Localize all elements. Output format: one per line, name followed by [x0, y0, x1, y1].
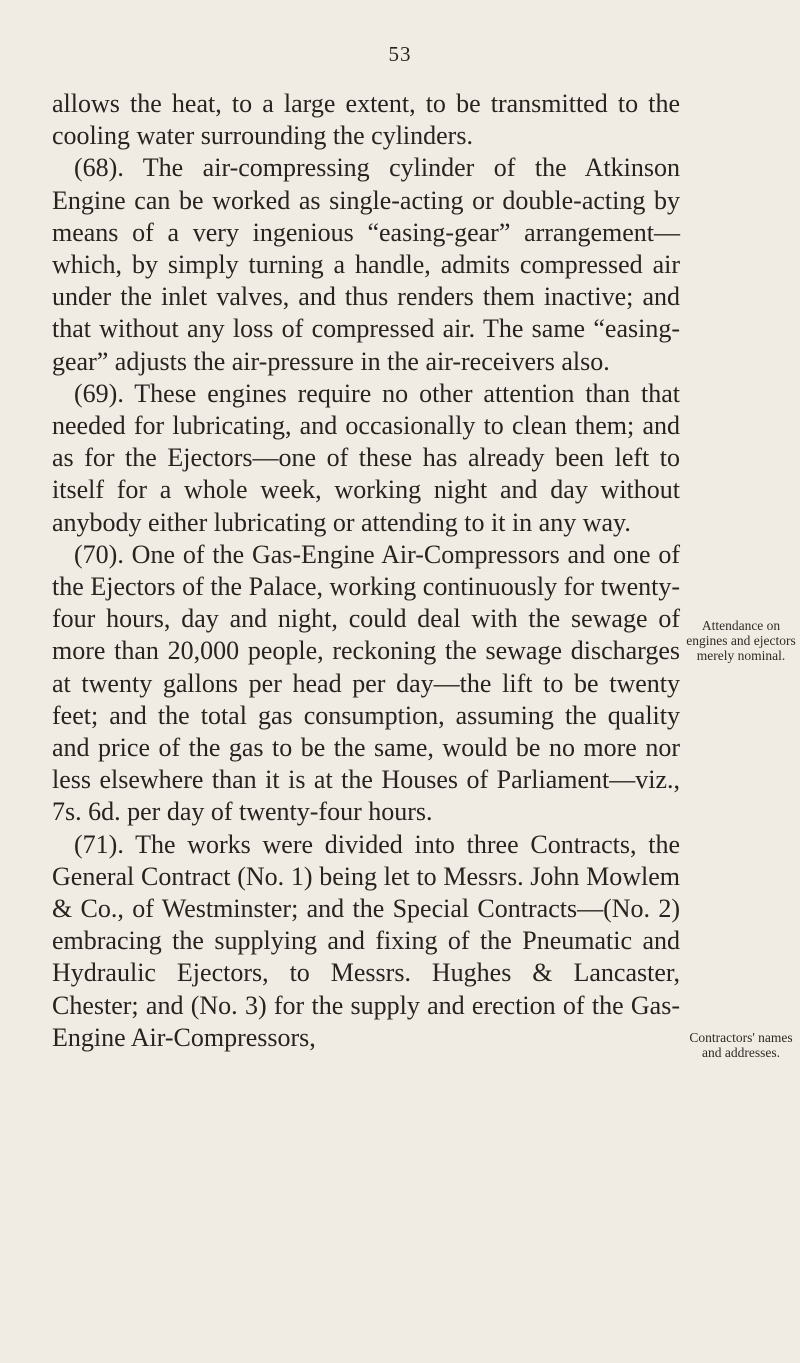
margin-note-attendance: Attendance on engines and ejectors merely nominal. — [686, 618, 796, 663]
body-text — [52, 88, 680, 1054]
page-number: 53 — [388, 42, 412, 66]
paragraph-continuation: allows the heat, to a large extent, to be transmitted to the cooling water surrounding the cylinders. — [52, 89, 680, 151]
paragraph-71: (71). The works were divided into three Contracts, the General Contract (No. 1) being let to Messrs. John Mowlem & Co., of Westminster; and the Special Contracts—(No. 2) embracing the supplying and fixing of the Pneumatic and Hydraulic Ejectors, to Messrs. Hughes & Lancaster, Chester; and (No. 3) for the supply and erection of the Gas-Engine Air-Compressors, — [52, 829, 680, 1052]
margin-note-contractors: Contractors' names and addresses. — [689, 1030, 793, 1060]
paragraph-69: (69). These engines require no other attention than that needed for lubricating, and occasionally to clean them; and as for the Ejectors—one of these has already been left to itself for a whole week, working night and day without anybody either lubricating or attending to it in any way. — [52, 378, 680, 537]
paragraph-70: (70). One of the Gas-Engine Air-Compressors and one of the Ejectors of the Palace, working continuously for twenty-four hours, day and night, could deal with the sewage of more than 20,000 people, reckoning the sewage discharges at twenty gallons per head per day—the lift to be twenty feet; and the total gas consumption, assuming the quality and price of the gas to be the same, would be no more nor less elsewhere than it is at the Houses of Parliament—viz., 7s. 6d. per day of twenty-four hours. — [52, 539, 680, 827]
paragraph-68: (68). The air-compressing cylinder of the Atkinson Engine can be worked as single-acting or double-acting by means of a very ingenious “easing-gear” arrangement—which, by simply turning a handle, admits compressed air under the inlet valves, and thus renders them inactive; and that without any loss of compressed air. The same “easing-gear” adjusts the air-pressure in the air-receivers also. — [52, 153, 680, 376]
